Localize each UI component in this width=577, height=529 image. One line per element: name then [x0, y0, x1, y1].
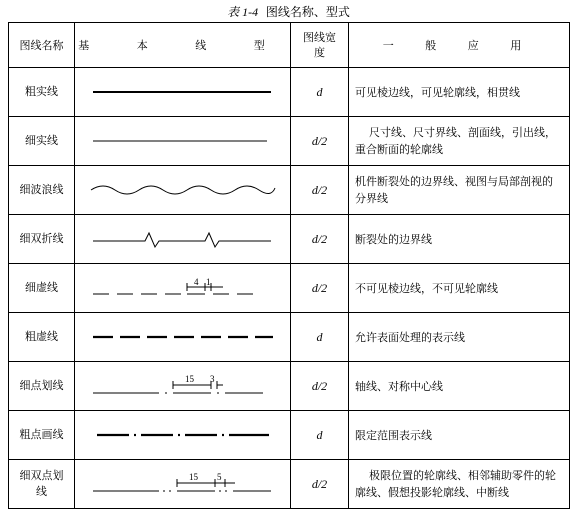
table-row: [9, 68, 570, 117]
header-width: 图线宽度: [291, 23, 349, 68]
wavy-line-drawing: [91, 182, 275, 198]
line-usage: 限定范围表示线: [349, 411, 570, 460]
line-usage: 可见棱边线，可见轮廓线，相贯线: [349, 68, 570, 117]
dimension-label: 15: [188, 472, 198, 482]
table-row: [9, 411, 570, 460]
line-width: d/2: [291, 215, 349, 264]
line-name: 细双折线: [9, 215, 75, 264]
line-name: 细波浪线: [9, 166, 75, 215]
thin-dash-dot-line-drawing: [93, 373, 273, 399]
dimension-label: 3: [209, 374, 214, 384]
line-width: d/2: [291, 264, 349, 313]
line-sample-wavy: [75, 166, 291, 215]
line-name: 粗虚线: [9, 313, 75, 362]
line-sample-thick-dash-dot: [75, 411, 291, 460]
table-title: 图线名称、型式: [265, 5, 350, 19]
line-width: d: [291, 68, 349, 117]
dimension-label: 4: [193, 277, 198, 287]
line-width: d/2: [291, 117, 349, 166]
table-caption: [0, 2, 577, 22]
header-usage: 一 般 应 用: [349, 23, 570, 68]
line-width: d/2: [291, 362, 349, 411]
line-name: 粗点画线: [9, 411, 75, 460]
line-usage: 允许表面处理的表示线: [349, 313, 570, 362]
header-row: [9, 23, 570, 68]
table-number: 表 1-4: [227, 5, 259, 19]
dimension-label: 1: [205, 277, 210, 287]
table-row: [9, 264, 570, 313]
line-sample-thin-dashed: [75, 264, 291, 313]
line-width: d/2: [291, 460, 349, 509]
line-sample-thin-dash-dot: [75, 362, 291, 411]
line-sample-thin-solid: [75, 117, 291, 166]
table-row: [9, 215, 570, 264]
thick-solid-line-drawing: [93, 87, 273, 97]
thin-double-dash-dot-line-drawing: [93, 471, 273, 497]
line-name: 粗实线: [9, 68, 75, 117]
thin-solid-line-drawing: [93, 136, 273, 146]
zigzag-line-drawing: [93, 229, 273, 249]
table-row: [9, 460, 570, 509]
line-usage: 极限位置的轮廓线、相邻辅助零件的轮廓线、假想投影轮廓线、中断线: [349, 460, 570, 509]
line-usage: 机件断裂处的边界线、视图与局部剖视的分界线: [349, 166, 570, 215]
line-width: d: [291, 411, 349, 460]
header-name: 图线名称: [9, 23, 75, 68]
line-width: d: [291, 313, 349, 362]
line-sample-thick-solid: [75, 68, 291, 117]
thick-dash-dot-line-drawing: [93, 430, 273, 440]
line-name: 细双点划线: [9, 460, 75, 509]
dimension-label: 5: [216, 472, 221, 482]
line-width: d/2: [291, 166, 349, 215]
line-usage: 断裂处的边界线: [349, 215, 570, 264]
line-usage: 尺寸线、尺寸界线、剖面线，引出线，重合断面的轮廓线: [349, 117, 570, 166]
line-usage: 不可见棱边线，不可见轮廓线: [349, 264, 570, 313]
thick-dashed-line-drawing: [93, 332, 273, 342]
thin-dashed-line-drawing: [93, 276, 273, 300]
header-type: 基 本 线 型: [75, 23, 291, 68]
table-row: [9, 166, 570, 215]
line-sample-thick-dashed: [75, 313, 291, 362]
line-sample-thin-double-dash-dot: [75, 460, 291, 509]
dimension-label: 15: [184, 374, 194, 384]
line-name: 细实线: [9, 117, 75, 166]
line-name: 细虚线: [9, 264, 75, 313]
line-sample-zigzag: [75, 215, 291, 264]
table-row: [9, 362, 570, 411]
line-usage: 轴线、对称中心线: [349, 362, 570, 411]
table-row: [9, 117, 570, 166]
table-row: [9, 313, 570, 362]
line-types-table: [8, 22, 570, 509]
line-name: 细点划线: [9, 362, 75, 411]
